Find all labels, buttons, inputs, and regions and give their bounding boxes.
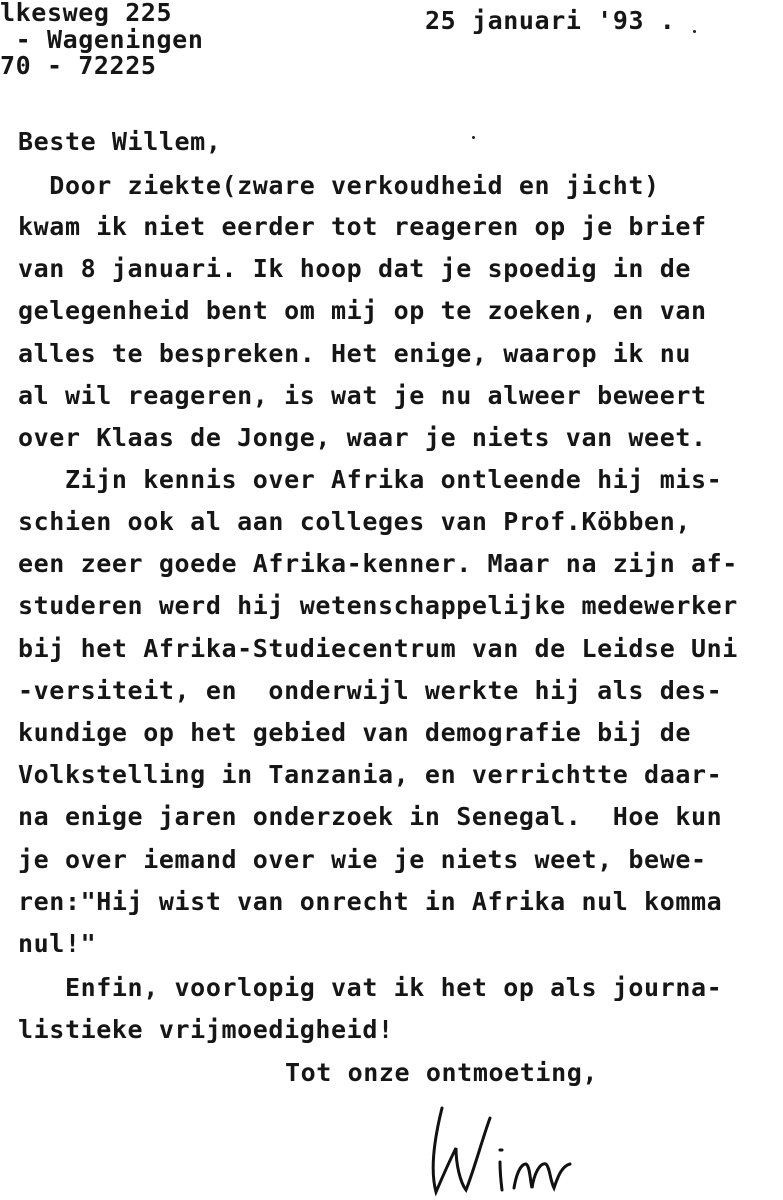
body-line-6: al wil reageren, is wat je nu alweer beweert [18, 381, 707, 410]
address-line-1: lkesweg 225 [0, 0, 173, 27]
body-line-10: een zeer goede Afrika-kenner. Maar na zijn af- [18, 549, 738, 578]
body-line-3: van 8 januari. Ik hoop dat je spoedig in de [18, 254, 692, 283]
address-line-2: - Wageningen [0, 25, 204, 54]
body-line-17: je over iemand over wie je niets weet, bewe- [18, 845, 707, 874]
body-line-8: Zijn kennis over Afrika ontleende hij mis- [18, 465, 723, 494]
ink-dot [472, 136, 475, 139]
body-line-1: Door ziekte(zware verkoudheid en jicht) [18, 171, 660, 200]
body-line-14: kundige op het gebied van demografie bij de [18, 718, 692, 747]
body-line-18: ren:"Hij wist van onrecht in Afrika nul komma [18, 887, 723, 916]
body-line-5: alles te bespreken. Het enige, waarop ik nu [18, 339, 692, 368]
body-line-2: kwam ik niet eerder tot reageren op je brief [18, 212, 707, 241]
body-line-13: -versiteit, en onderwijl werkte hij als des- [18, 676, 723, 705]
closing-line: Tot onze ontmoeting, [285, 1058, 599, 1087]
body-line-4: gelegenheid bent om mij op te zoeken, en van [18, 296, 707, 325]
body-line-21: listieke vrijmoedigheid! [18, 1015, 394, 1044]
body-line-11: studeren werd hij wetenschappelijke medewerker [18, 591, 738, 620]
body-line-19: nul!" [18, 929, 97, 958]
ink-dot [693, 30, 696, 33]
salutation: Beste Willem, [18, 127, 222, 156]
body-line-15: Volkstelling in Tanzania, en verrichtte daar- [18, 760, 723, 789]
address-line-3: 70 - 72225 [0, 51, 157, 80]
body-line-9: schien ook al aan colleges van Prof.Köbben, [18, 507, 692, 536]
body-line-7: over Klaas de Jonge, waar je niets van weet. [18, 423, 707, 452]
body-line-20: Enfin, voorlopig vat ik het op als journa- [18, 973, 723, 1002]
body-line-16: na enige jaren onderzoek in Senegal. Hoe kun [18, 802, 723, 831]
body-line-12: bij het Afrika-Studiecentrum van de Leidse Uni [18, 634, 738, 663]
letter-date: 25 januari '93 . [425, 6, 676, 35]
handwritten-signature [420, 1100, 590, 1200]
